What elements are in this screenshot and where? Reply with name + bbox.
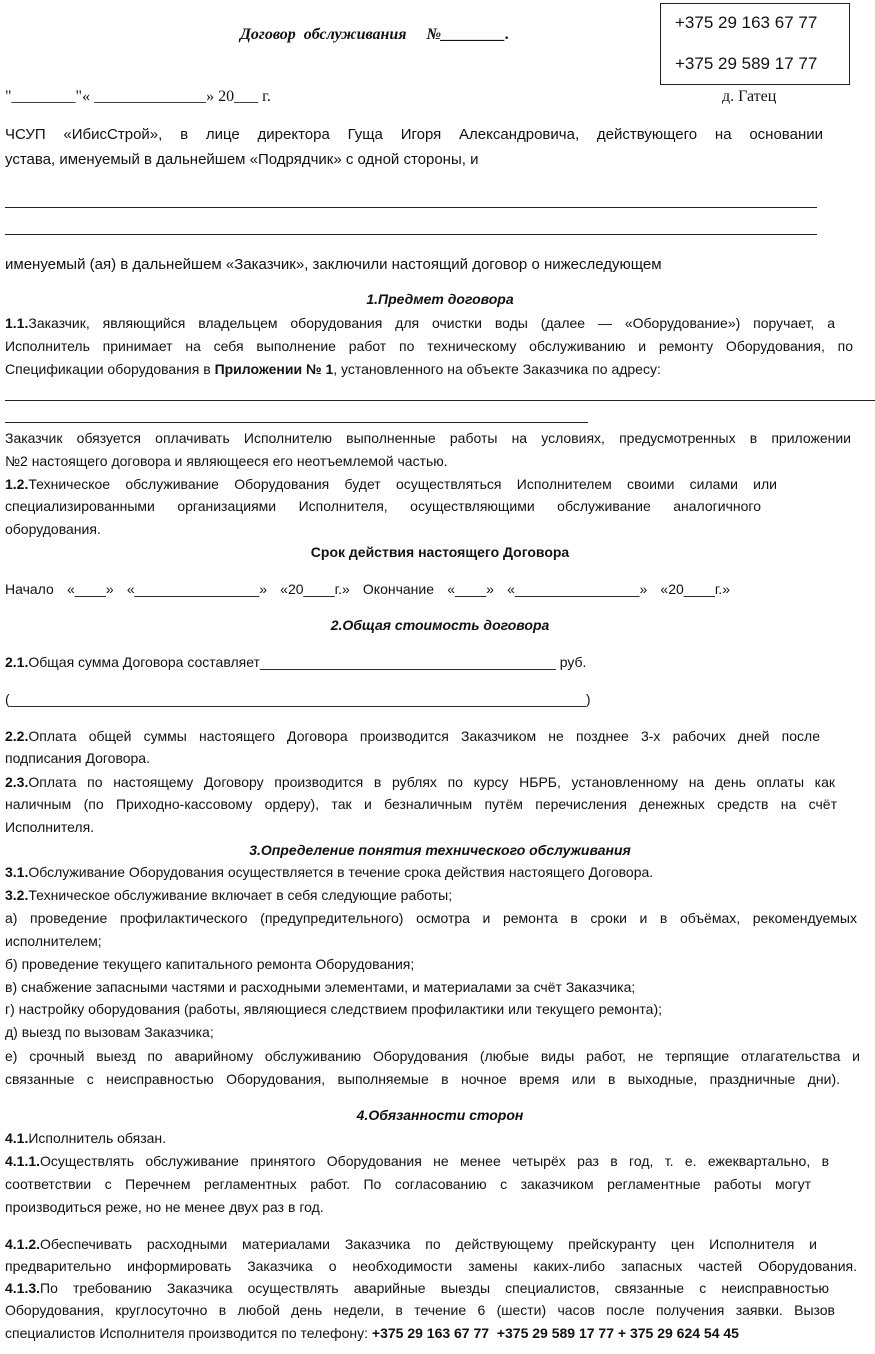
clause-text: , установленного на объекте Заказчика по адресу: [333, 361, 661, 377]
list-item: е) срочный выезд по аварийному обслуживанию Оборудования (любые виды работ, не терпящие отлагательства и [5, 1048, 860, 1064]
paragraph-line: Заказчик обязуется оплачивать Исполнителю выполненные работы на условиях, предусмотренных в приложении [5, 430, 851, 446]
paragraph-line [5, 863, 653, 882]
paragraph-line: устава, именуемый в дальнейшем «Подрядчик» с одной стороны, и [5, 151, 479, 168]
clause-number: 2.1. [5, 654, 29, 670]
list-item: г) настройку оборудования (работы, являющиеся следствием профилактики или текущего ремонта); [5, 1001, 663, 1017]
paragraph-line: оборудования. [5, 521, 101, 537]
clause-text: Обслуживание Оборудования осуществляется в течение срока действия настоящего Договора. [28, 864, 654, 880]
list-item: а) проведение профилактического (предупредительного) осмотра и ремонта в сроки и в объёмах, рекомендуемых [5, 910, 857, 926]
clause-number: 1.2. [5, 476, 29, 492]
place: д. Гатец [722, 88, 777, 105]
clause-text: специалистов Исполнителя производится по телефону: [5, 1325, 372, 1341]
clause-number: 4.1.1. [5, 1153, 41, 1169]
paragraph-line [5, 727, 820, 746]
paragraph-line: именуемый (ая) в дальнейшем «Заказчик», заключили настоящий договор о нижеследующем [5, 256, 662, 273]
phone-box [660, 3, 850, 85]
paragraph-line [5, 1324, 865, 1343]
paragraph-line [5, 1129, 166, 1148]
blank-line [5, 234, 817, 235]
list-item: б) проведение текущего капитального ремонта Оборудования; [5, 956, 415, 972]
list-item: д) выезд по вызовам Заказчика; [5, 1024, 214, 1040]
paragraph-line: соответствии с Перечнем регламентных работ. По согласованию с заказчиком регламентные работы могут [5, 1176, 811, 1192]
paragraph-line [5, 1235, 817, 1254]
blank-line [5, 422, 588, 423]
paragraph-line: подписания Договора. [5, 750, 150, 766]
appendix-ref: Приложении № 1 [214, 361, 334, 377]
paragraph-line [5, 773, 835, 792]
phone-number: +375 29 163 67 77 [675, 13, 818, 32]
paragraph-line: специализированными организациями Исполнителя, осуществляющими обслуживание аналогичного [5, 498, 761, 514]
paragraph-line: Исполнителя. [5, 819, 95, 835]
paragraph-line [5, 1152, 829, 1171]
section-heading: 4.Обязанности сторон [356, 1107, 524, 1123]
paragraph-line: производиться реже, но не менее двух раз в год. [5, 1199, 324, 1215]
paragraph-line [5, 653, 586, 672]
paragraph-line [5, 314, 835, 333]
clause-text: Исполнитель обязан. [28, 1130, 167, 1146]
clause-number: 4.1.3. [5, 1280, 41, 1296]
amount-in-words-line: (__________________________________________________________________________) [5, 691, 591, 707]
paragraph-line [5, 475, 777, 494]
clause-text: Спецификации оборудования в [5, 361, 215, 377]
list-item: исполнителем; [5, 933, 102, 949]
paragraph-line [5, 886, 452, 905]
section-heading: 3.Определение понятия технического обслуживания [249, 842, 631, 858]
clause-text: Техническое обслуживание включает в себя следующие работы; [28, 887, 453, 903]
paragraph-line: Исполнитель принимает на себя выполнение работ по техническому обслуживанию и ремонту Оборудования, по [5, 338, 853, 354]
clause-number: 3.2. [5, 887, 29, 903]
clause-number: 3.1. [5, 864, 29, 880]
paragraph-line [5, 360, 661, 379]
paragraph-line: предварительно информировать Заказчика о необходимости замены каких-либо запасных частей Оборудования. [5, 1258, 857, 1274]
paragraph-line: Оборудования, круглосуточно в любой день недели, в течение 6 (шести) часов после получения заявки. Вызов [5, 1302, 835, 1318]
clause-text: Оплата общей суммы настоящего Договора производится Заказчиком не позднее 3-х рабочих дней после [28, 728, 820, 744]
clause-number: 4.1.2. [5, 1236, 41, 1252]
paragraph-line: №2 настоящего договора и являющееся его неотъемлемой частью. [5, 453, 448, 469]
section-heading: Срок действия настоящего Договора [310, 544, 570, 560]
blank-line [5, 207, 817, 208]
paragraph-line [5, 1279, 829, 1298]
clause-text: По требованию Заказчика осуществлять аварийные выезды специалистов, связанные с неисправностью [40, 1280, 829, 1296]
clause-number: 1.1. [5, 315, 29, 331]
section-heading: 2.Общая стоимость договора [330, 617, 550, 633]
paragraph-line: ЧСУП «ИбисСтрой», в лице директора Гуща Игоря Александровича, действующего на основании [5, 126, 823, 143]
clause-number: 4.1. [5, 1130, 29, 1146]
clause-text: Осуществлять обслуживание принятого Оборудования не менее четырёх раз в год, т. е. ежеквартально, в [40, 1153, 829, 1169]
list-item: связанные с неисправностью Оборудования, выполняемые в ночное время или в выходные, праздничные дни). [5, 1071, 840, 1087]
clause-number: 2.3. [5, 774, 29, 790]
blank-line [5, 400, 875, 401]
paragraph-line: наличным (по Приходно-кассовому ордеру), так и безналичным путём перечисления денежных средств на счёт [5, 796, 837, 812]
list-item: в) снабжение запасными частями и расходными элементами, и материалами за счёт Заказчика; [5, 979, 636, 995]
phone-number: +375 29 589 17 77 [675, 54, 818, 73]
contact-phones: +375 29 163 67 77 +375 29 589 17 77 + 375 29 624 54 45 [371, 1325, 739, 1341]
clause-text: Общая сумма Договора составляет______________________________________ руб. [28, 654, 587, 670]
section-heading: 1.Предмет договора [366, 291, 514, 307]
clause-number: 2.2. [5, 728, 29, 744]
clause-text: Оплата по настоящему Договору производится в рублях по курсу НБРБ, установленному на день оплаты как [28, 774, 835, 790]
document-title: Договор обслуживания №________. [240, 26, 510, 43]
clause-text: Заказчик, являющийся владельцем оборудования для очистки воды (далее — «Оборудование») поручает, а [28, 315, 835, 331]
clause-text: Обеспечивать расходными материалами Заказчика по действующему прейскуранту цен Исполнителя и [40, 1236, 817, 1252]
clause-text: Техническое обслуживание Оборудования будет осуществляться Исполнителем своими силами или [28, 476, 777, 492]
term-line: Начало «____» «________________» «20____г.» Окончание «____» «________________» «20____г.» [5, 581, 730, 597]
date-line: "________"« ______________» 20___ г. [5, 88, 271, 105]
